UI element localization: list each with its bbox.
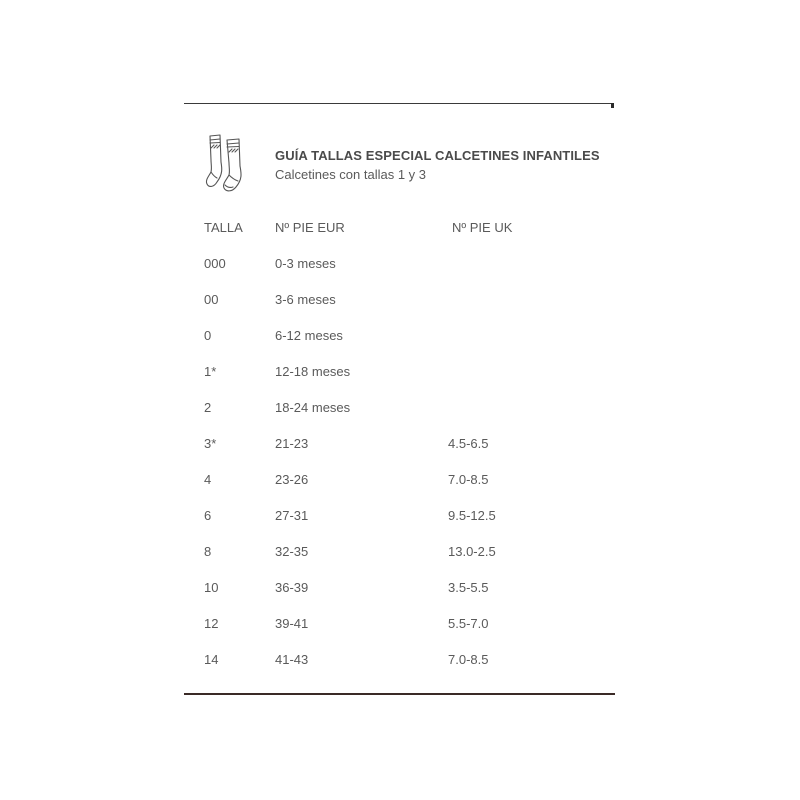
cell-eur: 3-6 meses xyxy=(275,292,336,307)
cell-talla: 3* xyxy=(204,436,217,451)
cell-uk: 13.0-2.5 xyxy=(448,544,496,559)
cell-uk: 7.0-8.5 xyxy=(448,472,489,487)
cell-uk: 5.5-7.0 xyxy=(448,616,489,631)
bottom-divider xyxy=(184,693,615,695)
cell-uk: 4.5-6.5 xyxy=(448,436,489,451)
page-title: GUÍA TALLAS ESPECIAL CALCETINES INFANTILES xyxy=(275,148,600,163)
top-divider xyxy=(184,103,612,104)
cell-talla: 12 xyxy=(204,616,219,631)
page-subtitle: Calcetines con tallas 1 y 3 xyxy=(275,167,427,182)
cell-eur: 41-43 xyxy=(275,652,309,667)
cell-uk: 3.5-5.5 xyxy=(448,580,489,595)
cell-talla: 6 xyxy=(204,508,212,523)
cell-eur: 23-26 xyxy=(275,472,309,487)
cell-eur: 12-18 meses xyxy=(275,364,351,379)
cell-talla: 00 xyxy=(204,292,219,307)
cell-talla: 8 xyxy=(204,544,212,559)
cell-eur: 18-24 meses xyxy=(275,400,351,415)
cell-eur: 27-31 xyxy=(275,508,309,523)
column-header-talla: TALLA xyxy=(204,220,243,235)
cell-talla: 000 xyxy=(204,256,226,271)
cell-eur: 36-39 xyxy=(275,580,309,595)
cell-eur: 6-12 meses xyxy=(275,328,343,343)
cell-talla: 10 xyxy=(204,580,219,595)
cell-eur: 21-23 xyxy=(275,436,309,451)
cell-talla: 0 xyxy=(204,328,212,343)
cell-eur: 0-3 meses xyxy=(275,256,336,271)
cell-talla: 14 xyxy=(204,652,219,667)
cell-talla: 4 xyxy=(204,472,212,487)
cell-uk: 9.5-12.5 xyxy=(448,508,496,523)
column-header-eur: Nº PIE EUR xyxy=(275,220,345,235)
top-divider-tick xyxy=(611,103,614,108)
cell-talla: 1* xyxy=(204,364,217,379)
socks-icon xyxy=(205,132,255,194)
cell-eur: 39-41 xyxy=(275,616,309,631)
cell-eur: 32-35 xyxy=(275,544,309,559)
cell-talla: 2 xyxy=(204,400,212,415)
cell-uk: 7.0-8.5 xyxy=(448,652,489,667)
column-header-uk: Nº PIE UK xyxy=(452,220,513,235)
